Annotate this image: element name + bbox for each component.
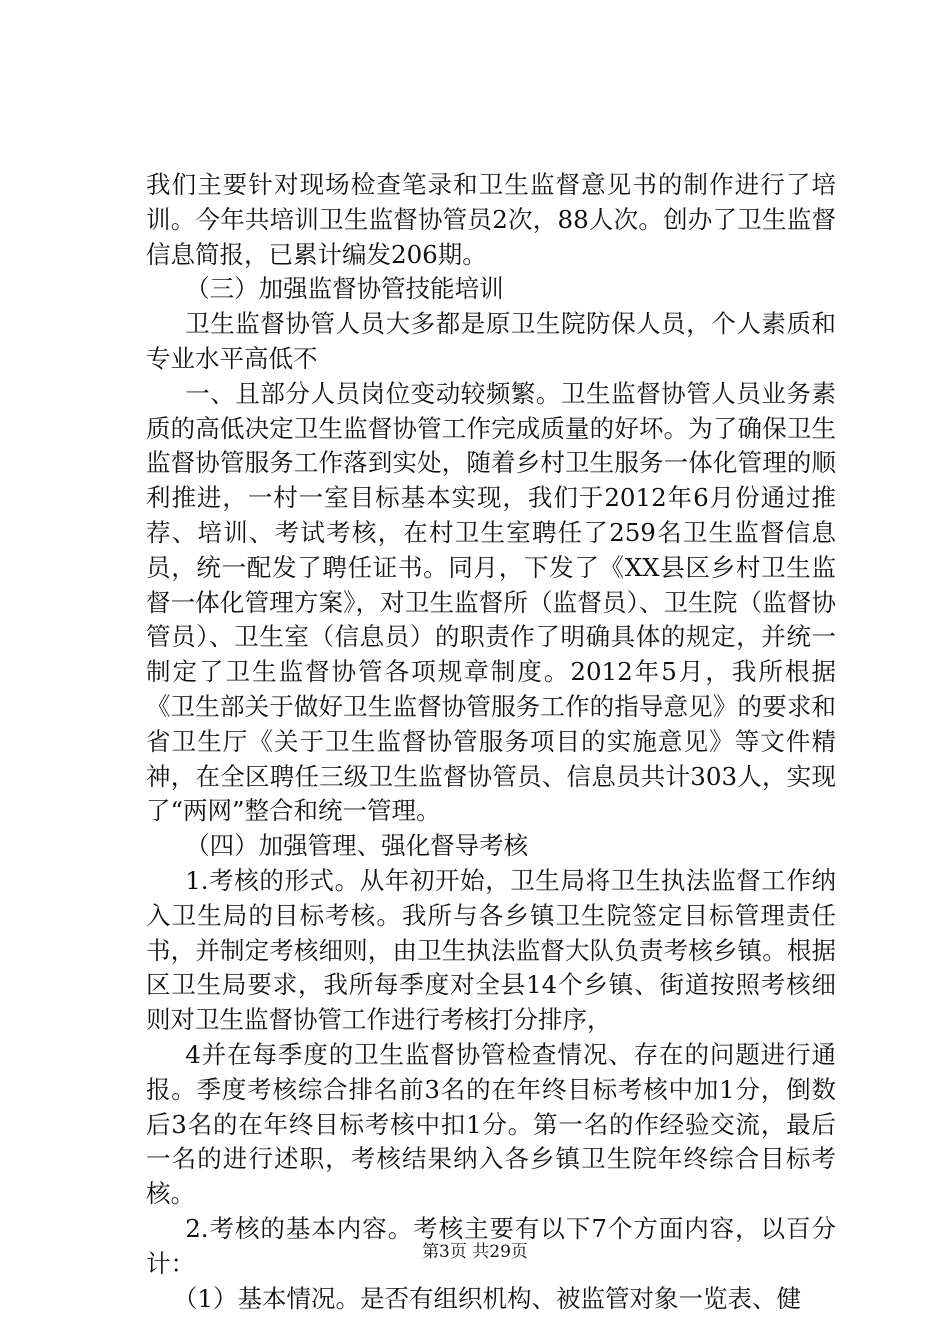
- paragraph-assessment-content: 2.考核的基本内容。考核主要有以下7个方面内容，以百分计：: [146, 1213, 836, 1278]
- paragraph-assessment-form: 1.考核的形式。从年初开始，卫生局将卫生执法监督工作纳入卫生局的目标考核。我所与各乡镇卫生院签定目标管理责任书，并制定考核细则，由卫生执法监督大队负责考核乡镇。根据区卫生局要求，我所每季度对全县14个乡镇、街道按照考核细则对卫生监督协管工作进行考核打分排序，: [146, 865, 836, 1035]
- paragraph-continuation: 我们主要针对现场检查笔录和卫生监督意见书的制作进行了培训。今年共培训卫生监督协管员2次，88人次。创办了卫生监督信息简报，已累计编发206期。: [146, 170, 836, 269]
- section-heading-4: （四）加强管理、强化督导考核: [185, 831, 529, 861]
- paragraph-training: 一、且部分人员岗位变动较频繁。卫生监督协管人员业务素质的高低决定卫生监督协管工作完成质量的好坏。为了确保卫生监督协管服务工作落到实处，随着乡村卫生服务一体化管理的顺利推进，一村一室目标基本实现，我们于2012年6月份通过推荐、培训、考试考核，在村卫生室聘任了259名卫生监督信息员，统一配发了聘任证书。同月，下发了《XX县区乡村卫生监督一体化管理方案》，对卫生监督所（监督员）、卫生院（监督协管员）、卫生室（信息员）的职责作了明确具体的规定，并统一制定了卫生监督协管各项规章制度。2012年5月，我所根据《卫生部关于做好卫生监督协管服务工作的指导意见》的要求和省卫生厅《关于卫生监督协管服务项目的实施意见》等文件精神，在全区聘任三级卫生监督协管员、信息员共计303人，实现了“两网”整合和统一管理。: [146, 378, 836, 826]
- paragraph-basic-info: （1）基本情况。是否有组织机构、被监管对象一览表、健: [172, 1283, 802, 1313]
- section-heading-3: （三）加强监督协管技能培训: [185, 274, 504, 304]
- page-footer: 第3页 共29页: [422, 1242, 528, 1262]
- document-body: [146, 168, 836, 1316]
- paragraph-report: 4并在每季度的卫生监督协管检查情况、存在的问题进行通报。季度考核综合排名前3名的在年终目标考核中加1分，倒数后3名的在年终目标考核中扣1分。第一名的作经验交流，最后一名的进行述职，考核结果纳入各乡镇卫生院年终综合目标考核。: [146, 1039, 836, 1209]
- paragraph-staff: 卫生监督协管人员大多都是原卫生院防保人员，个人素质和专业水平高低不: [146, 309, 836, 373]
